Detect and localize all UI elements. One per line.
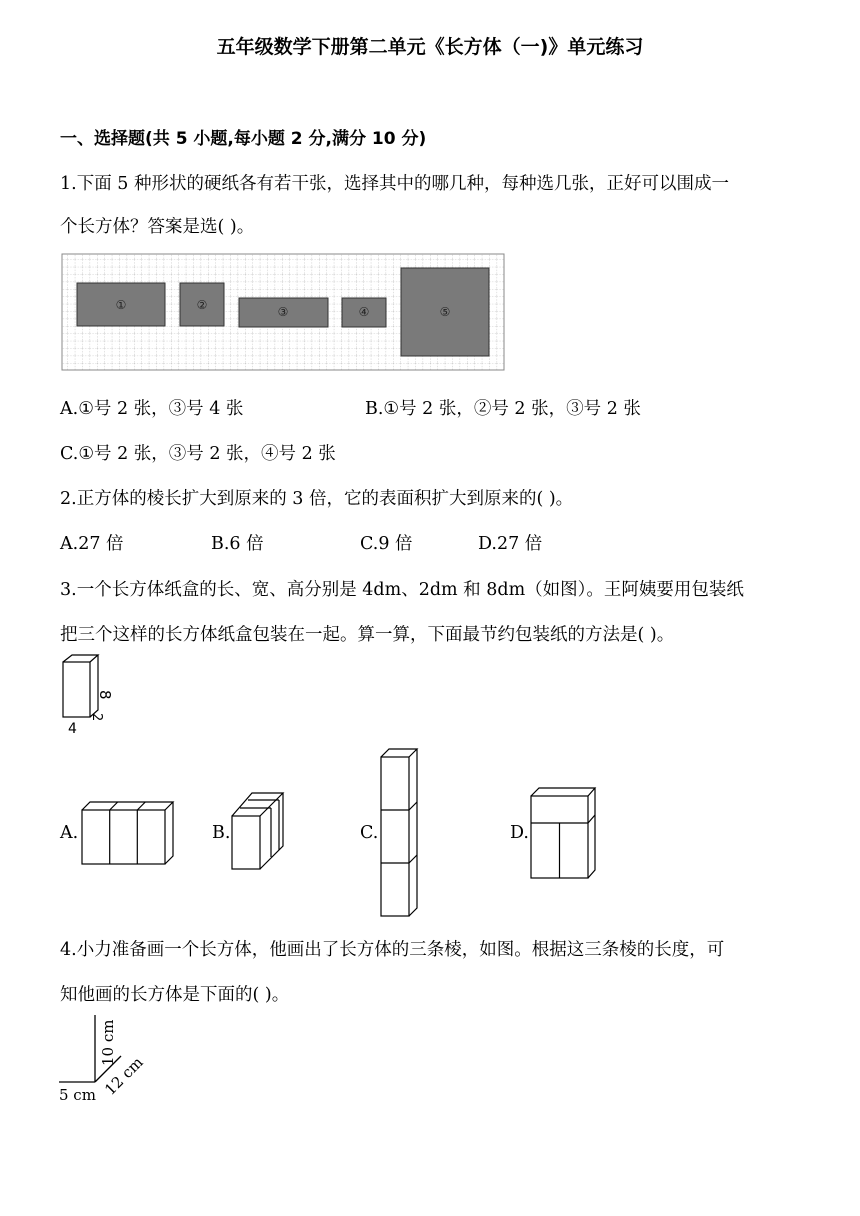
q3-option-d-figure (528, 786, 600, 882)
q4-edges-figure (55, 1010, 165, 1110)
dim-length-label: 4 (68, 721, 77, 737)
q2-stem: 2.正方体的棱长扩大到原来的 3 倍，它的表面积扩大到原来的( )。 (60, 489, 574, 509)
q3-stem-line1: 3.一个长方体纸盒的长、宽、高分别是 4dm、2dm 和 8dm（如图）。王阿姨要用包装纸 (60, 580, 744, 600)
q4-stem-line1: 4.小力准备画一个长方体，他画出了长方体的三条棱，如图。根据这三条棱的长度，可 (60, 940, 725, 960)
q2-option-a[interactable]: A.27 倍 (60, 534, 124, 554)
q3-option-b-figure (228, 790, 288, 872)
shape-1-label: ① (115, 298, 127, 312)
q3-option-c-figure (378, 746, 422, 920)
q2-option-b[interactable]: B.6 倍 (211, 534, 264, 554)
q3-option-d-label[interactable]: D. (510, 823, 529, 843)
q3-stem-line2: 把三个这样的长方体纸盒包装在一起。算一算，下面最节约包装纸的方法是( )。 (60, 625, 675, 645)
edge-depth-label: 12 cm (101, 1053, 147, 1099)
q1-option-b[interactable]: B.①号 2 张，②号 2 张，③号 2 张 (365, 399, 641, 419)
q3-box-figure (55, 652, 125, 738)
q4-stem-line2: 知他画的长方体是下面的( )。 (60, 985, 290, 1005)
page-title: 五年级数学下册第二单元《长方体（一)》单元练习 (216, 36, 644, 58)
edge-width-label: 5 cm (59, 1086, 96, 1104)
shape-3-label: ③ (277, 305, 289, 319)
q1-grid-figure (60, 252, 508, 374)
shape-4-label: ④ (358, 305, 370, 319)
q3-option-a-figure (78, 798, 178, 868)
q3-option-a-label[interactable]: A. (60, 823, 79, 843)
q1-stem-line1: 1.下面 5 种形状的硬纸各有若干张，选择其中的哪几种，每种选几张，正好可以围成一 (60, 174, 729, 194)
q1-stem-line2: 个长方体？答案是选( )。 (60, 217, 255, 237)
q2-option-c[interactable]: C.9 倍 (360, 534, 413, 554)
q1-option-c[interactable]: C.①号 2 张，③号 2 张，④号 2 张 (60, 444, 336, 464)
shape-2-label: ② (196, 298, 208, 312)
q1-option-a[interactable]: A.①号 2 张，③号 4 张 (60, 399, 244, 419)
section-heading-choice: 一、选择题(共 5 小题,每小题 2 分,满分 10 分) (60, 129, 427, 149)
dim-width-label: 2 (89, 713, 104, 722)
q3-option-c-label[interactable]: C. (360, 823, 379, 843)
shape-5-label: ⑤ (439, 305, 451, 319)
edge-height-label: 10 cm (99, 1019, 117, 1066)
dim-height-label: 8 (96, 690, 114, 700)
q2-option-d[interactable]: D.27 倍 (478, 534, 543, 554)
q3-option-b-label[interactable]: B. (212, 823, 231, 843)
